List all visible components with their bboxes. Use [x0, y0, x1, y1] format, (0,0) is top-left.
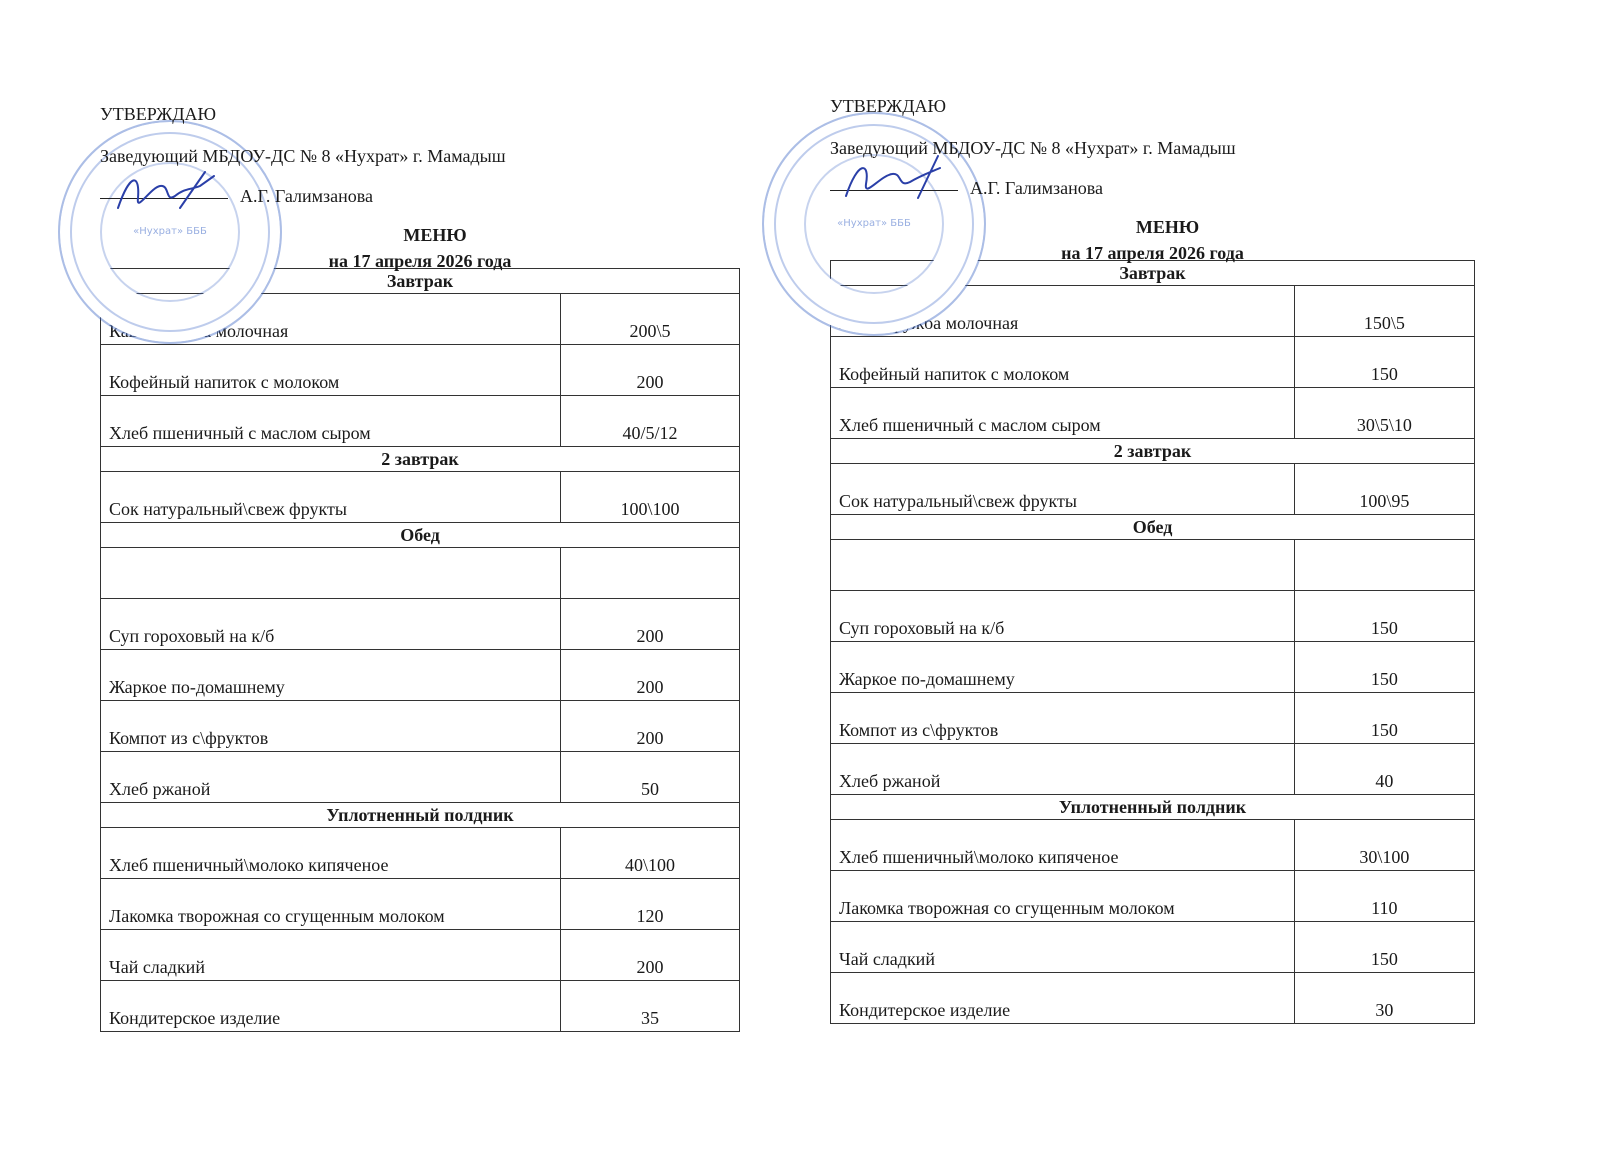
table-row [101, 981, 740, 1032]
dish-name: Чай сладкий [101, 930, 561, 981]
dish-name: Сок натуральный\свеж фрукты [101, 472, 561, 523]
stamp-text: «Нухрат» БББ [133, 226, 207, 237]
menu-document-left [100, 100, 740, 1032]
approval-title: УТВЕРЖДАЮ [830, 96, 947, 116]
dish-name: Хлеб ржаной [101, 752, 561, 803]
dish-name: Сок натуральный\свеж фрукты [831, 464, 1295, 515]
table-row [831, 388, 1475, 439]
approval-block [830, 92, 1475, 263]
table-row [831, 871, 1475, 922]
portion-size: 150\5 [1294, 286, 1474, 337]
table-row [101, 879, 740, 930]
section-header-row [831, 515, 1475, 540]
approval-title: УТВЕРЖДАЮ [100, 104, 217, 124]
section-header-row [101, 803, 740, 828]
menu-heading [100, 222, 740, 274]
portion-size: 110 [1294, 871, 1474, 922]
signature-icon [110, 168, 220, 218]
dish-name [101, 548, 561, 599]
portion-size: 150 [1294, 642, 1474, 693]
portion-size: 120 [561, 879, 740, 930]
menu-document-right [830, 92, 1475, 1024]
portion-size: 50 [561, 752, 740, 803]
menu-date: на 17 апреля 2026 года [328, 251, 512, 271]
table-row [831, 642, 1475, 693]
menu-title: МЕНЮ [403, 225, 467, 245]
portion-size: 200 [561, 345, 740, 396]
section-header-row [831, 795, 1475, 820]
menu-date: на 17 апреля 2026 года [1061, 243, 1244, 263]
dish-name: Лакомка творожная со сгущенным молоком [831, 871, 1295, 922]
portion-size [561, 548, 740, 599]
dish-name: Каша дружба молочная [831, 286, 1295, 337]
dish-name: Компот из с\фруктов [831, 693, 1295, 744]
section-title: 2 завтрак [101, 447, 740, 472]
table-row [101, 472, 740, 523]
menu-table [830, 260, 1475, 1024]
portion-size: 30\5\10 [1294, 388, 1474, 439]
dish-name: Хлеб пшеничный\молоко кипяченое [831, 820, 1295, 871]
portion-size: 200 [561, 650, 740, 701]
approval-director: А.Г. Галимзанова [240, 186, 373, 206]
signature-line [100, 198, 228, 199]
section-header-row [101, 447, 740, 472]
dish-name: Хлеб пшеничный с маслом сыром [101, 396, 561, 447]
table-row [831, 591, 1475, 642]
table-row [101, 548, 740, 599]
approval-director: А.Г. Галимзанова [970, 178, 1103, 198]
stamp-text: «Нухрат» БББ [837, 218, 911, 229]
portion-size: 200 [561, 930, 740, 981]
menu-table [100, 268, 740, 1032]
section-title: Обед [831, 515, 1475, 540]
dish-name: Хлеб ржаной [831, 744, 1295, 795]
approval-organization: Заведующий МБДОУ-ДС № 8 «Нухрат» г. Мамадыш [100, 146, 506, 166]
section-title: Обед [101, 523, 740, 548]
dish-name: Жаркое по-домашнему [101, 650, 561, 701]
section-title: 2 завтрак [831, 439, 1475, 464]
section-header-row [101, 523, 740, 548]
portion-size: 35 [561, 981, 740, 1032]
table-row [101, 294, 740, 345]
dish-name: Кондитерское изделие [831, 973, 1295, 1024]
menu-title: МЕНЮ [1135, 217, 1200, 237]
portion-size: 40\100 [561, 828, 740, 879]
portion-size: 30 [1294, 973, 1474, 1024]
dish-name: Каша дружба молочная [101, 294, 561, 345]
dish-name: Суп гороховый на к/б [831, 591, 1295, 642]
dish-name: Хлеб пшеничный\молоко кипяченое [101, 828, 561, 879]
portion-size: 150 [1294, 337, 1474, 388]
portion-size [1294, 540, 1474, 591]
dish-name: Хлеб пшеничный с маслом сыром [831, 388, 1295, 439]
portion-size: 150 [1294, 591, 1474, 642]
table-row [831, 464, 1475, 515]
dish-name: Кофейный напиток с молоком [831, 337, 1295, 388]
signature-icon [840, 154, 950, 204]
section-title: Завтрак [101, 269, 740, 294]
portion-size: 30\100 [1294, 820, 1474, 871]
table-row [101, 828, 740, 879]
section-header-row [831, 439, 1475, 464]
table-row [831, 286, 1475, 337]
portion-size: 200 [561, 599, 740, 650]
portion-size: 150 [1294, 922, 1474, 973]
table-row [101, 599, 740, 650]
approval-block [100, 100, 740, 271]
dish-name: Компот из с\фруктов [101, 701, 561, 752]
portion-size: 200\5 [561, 294, 740, 345]
table-row [101, 345, 740, 396]
dish-name: Кофейный напиток с молоком [101, 345, 561, 396]
portion-size: 40 [1294, 744, 1474, 795]
table-row [101, 650, 740, 701]
dish-name: Чай сладкий [831, 922, 1295, 973]
dish-name [831, 540, 1295, 591]
section-title: Завтрак [831, 261, 1475, 286]
signature-line [830, 190, 958, 191]
table-row [101, 752, 740, 803]
dish-name: Лакомка творожная со сгущенным молоком [101, 879, 561, 930]
dish-name: Суп гороховый на к/б [101, 599, 561, 650]
section-title: Уплотненный полдник [831, 795, 1475, 820]
portion-size: 150 [1294, 693, 1474, 744]
dish-name: Кондитерское изделие [101, 981, 561, 1032]
dish-name: Жаркое по-домашнему [831, 642, 1295, 693]
section-title: Уплотненный полдник [101, 803, 740, 828]
menu-heading [830, 214, 1475, 266]
table-row [831, 820, 1475, 871]
table-row [831, 337, 1475, 388]
portion-size: 200 [561, 701, 740, 752]
table-row [831, 693, 1475, 744]
table-row [831, 922, 1475, 973]
table-row [831, 744, 1475, 795]
portion-size: 40/5/12 [561, 396, 740, 447]
portion-size: 100\95 [1294, 464, 1474, 515]
table-row [831, 540, 1475, 591]
approval-organization: Заведующий МБДОУ-ДС № 8 «Нухрат» г. Мамадыш [830, 138, 1236, 158]
table-row [101, 701, 740, 752]
table-row [101, 396, 740, 447]
portion-size: 100\100 [561, 472, 740, 523]
table-row [831, 973, 1475, 1024]
table-row [101, 930, 740, 981]
